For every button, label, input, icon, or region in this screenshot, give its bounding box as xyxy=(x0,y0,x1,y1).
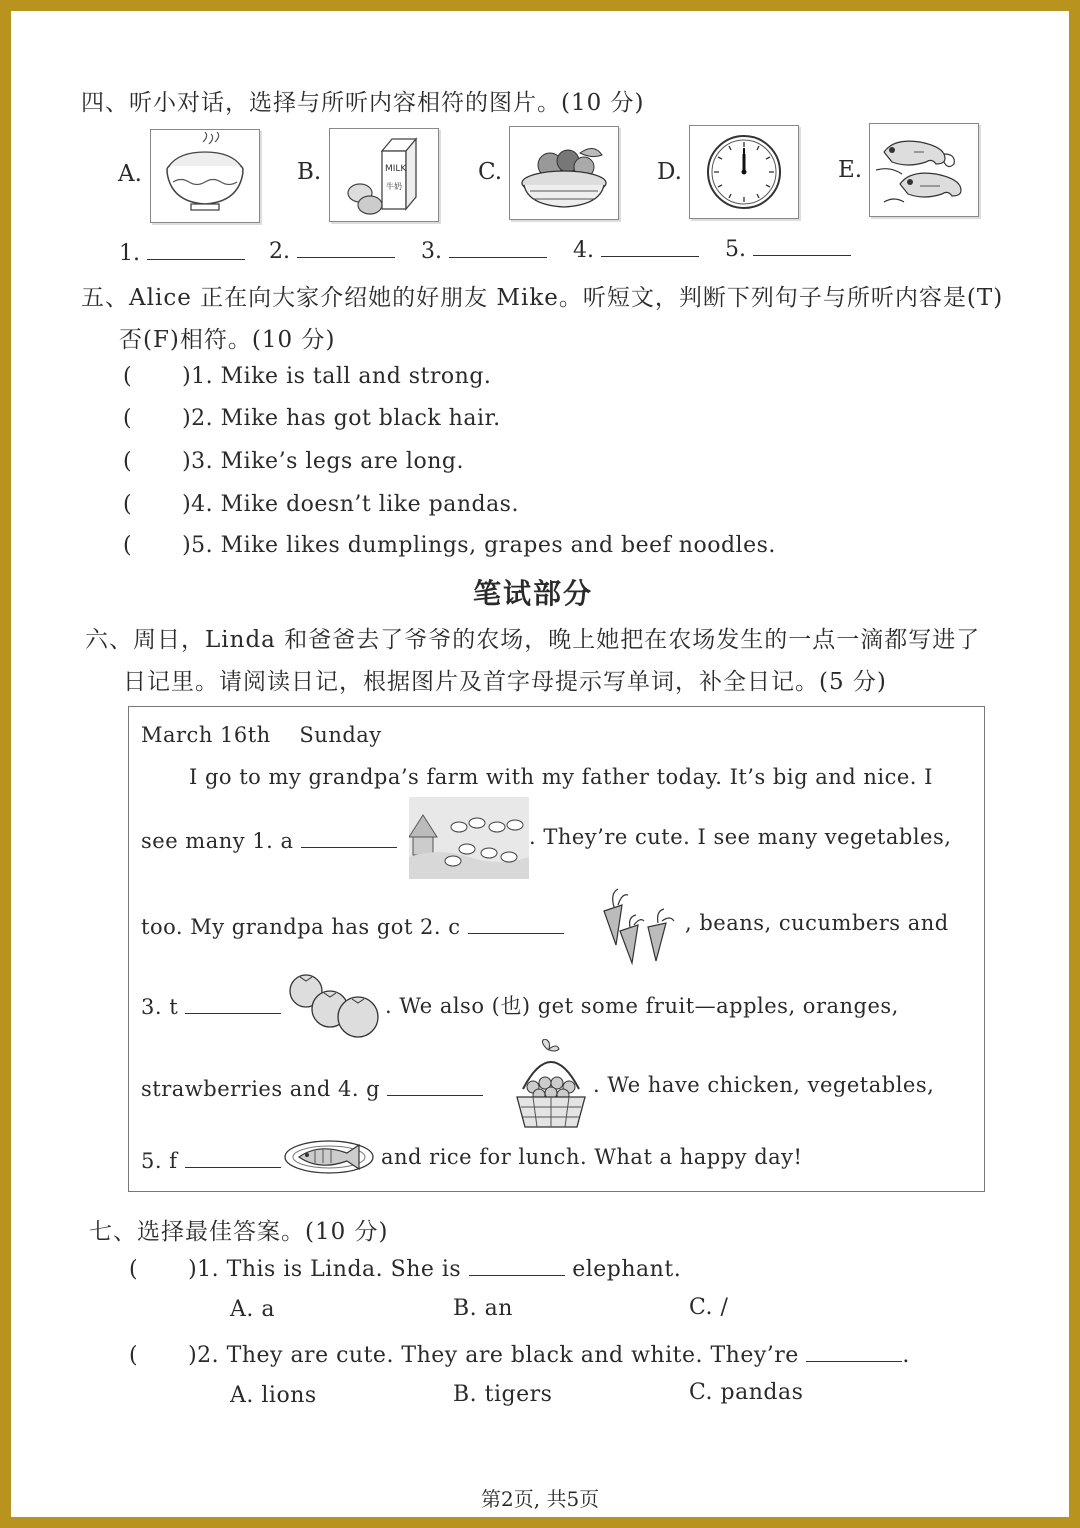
tf-item-4 xyxy=(123,492,519,517)
tf-text-5: )5. Mike likes dumplings, grapes and beef noodles. xyxy=(182,533,776,558)
q2-option-a[interactable]: A. lions xyxy=(230,1383,317,1408)
answer-3 xyxy=(421,237,547,264)
tf-item-1 xyxy=(123,364,491,389)
tf-text-4: )4. Mike doesn’t like pandas. xyxy=(182,492,519,517)
diary-line2-pre-text: see many 1. a xyxy=(141,829,294,853)
clock-icon xyxy=(689,125,799,219)
question-1 xyxy=(129,1255,681,1282)
blank-1[interactable] xyxy=(301,827,397,848)
q2-option-b[interactable]: B. tigers xyxy=(453,1382,553,1407)
q2-stem-post: . xyxy=(902,1343,910,1368)
tf-paren: ( xyxy=(123,492,133,517)
diary-line3-post: , beans, cucumbers and xyxy=(685,911,949,935)
answer-4 xyxy=(573,236,699,263)
section4-title: 四、听小对话，选择与所听内容相符的图片。(10 分) xyxy=(81,90,645,116)
q1-option-a[interactable]: A. a xyxy=(230,1297,275,1322)
section5-title-line1: 五、Alice 正在向大家介绍她的好朋友 Mike。听短文，判断下列句子与所听内容是(T) xyxy=(81,285,1004,311)
diary-line5-pre-text: strawberries and 4. g xyxy=(141,1077,381,1101)
diary-line4-post: . We also (也) get some fruit—apples, oranges, xyxy=(385,994,899,1018)
milk-eggs-icon xyxy=(329,128,439,222)
section6-title-line2: 日记里。请阅读日记，根据图片及首字母提示写单词，补全日记。(5 分) xyxy=(123,669,887,695)
tf-text-1: )1. Mike is tall and strong. xyxy=(182,364,492,389)
option-d-label: D. xyxy=(657,159,682,185)
diary-line4-pre-text: 3. t xyxy=(141,995,179,1019)
diary-line5-post: . We have chicken, vegetables, xyxy=(593,1073,935,1097)
q2-option-c[interactable]: C. pandas xyxy=(689,1380,804,1405)
blank-2[interactable] xyxy=(468,913,564,934)
carrots-icon xyxy=(594,887,686,967)
diary-line3-pre xyxy=(141,913,564,939)
diary-line3-pre-text: too. My grandpa has got 2. c xyxy=(141,915,461,939)
diary-line5-pre xyxy=(141,1075,483,1101)
diary-line2-post: . They’re cute. I see many vegetables, xyxy=(529,825,952,849)
option-c-label: C. xyxy=(478,159,503,185)
diary-box xyxy=(128,706,985,1192)
tomatoes-icon xyxy=(284,967,384,1043)
tf-item-5 xyxy=(123,533,776,558)
page-footer: 第2页, 共5页 xyxy=(481,1487,600,1511)
diary-line6-post: and rice for lunch. What a happy day! xyxy=(381,1145,803,1169)
section6-title-line1: 六、周日，Linda 和爸爸去了爷爷的农场，晚上她把在农场发生的一点一滴都写进了 xyxy=(85,627,981,653)
answer-3-blank[interactable] xyxy=(449,237,547,258)
option-e-label: E. xyxy=(838,157,863,183)
farm-animals-icon xyxy=(409,797,529,879)
section7-title: 七、选择最佳答案。(10 分) xyxy=(89,1219,389,1245)
answer-1 xyxy=(119,239,245,266)
option-b-label: B. xyxy=(297,159,322,185)
blank-4[interactable] xyxy=(387,1075,483,1096)
rice-bowl-icon xyxy=(150,129,260,223)
tf-item-2 xyxy=(123,406,501,431)
exam-page xyxy=(11,11,1069,1517)
diary-line6-pre-text: 5. f xyxy=(141,1149,178,1173)
option-a-label: A. xyxy=(118,161,142,187)
answer-2-label: 2. xyxy=(269,239,290,264)
diary-line6-pre xyxy=(141,1147,281,1173)
answer-5-label: 5. xyxy=(725,237,746,262)
tf-paren: ( xyxy=(123,406,133,431)
answer-1-label: 1. xyxy=(119,241,140,266)
tf-text-3: )3. Mike’s legs are long. xyxy=(182,449,464,474)
diary-date: March 16th Sunday xyxy=(141,723,382,747)
q1-stem-post: elephant. xyxy=(572,1257,682,1282)
tf-text-2: )2. Mike has got black hair. xyxy=(182,406,501,431)
diary-line4-pre xyxy=(141,993,281,1019)
q1-option-c[interactable]: C. / xyxy=(689,1295,729,1320)
q2-paren: ( xyxy=(129,1343,139,1368)
chameleon-icon xyxy=(869,123,979,217)
written-part-title: 笔试部分 xyxy=(473,577,594,610)
answer-2 xyxy=(269,237,395,264)
tf-item-3 xyxy=(123,449,464,474)
q1-blank[interactable] xyxy=(469,1255,565,1276)
answer-2-blank[interactable] xyxy=(297,237,395,258)
milk-cn-label: 牛奶 xyxy=(386,182,402,191)
q1-stem-pre: )1. This is Linda. She is xyxy=(188,1257,462,1282)
tf-paren: ( xyxy=(123,533,133,558)
tf-paren: ( xyxy=(123,449,133,474)
answer-5 xyxy=(725,235,851,262)
tf-paren: ( xyxy=(123,364,133,389)
q1-paren: ( xyxy=(129,1257,139,1282)
answer-3-label: 3. xyxy=(421,239,442,264)
fish-plate-icon xyxy=(279,1135,375,1179)
answer-4-blank[interactable] xyxy=(601,236,699,257)
answer-4-label: 4. xyxy=(573,238,594,263)
blank-5[interactable] xyxy=(185,1147,281,1168)
q2-blank[interactable] xyxy=(806,1341,902,1362)
question-2 xyxy=(129,1341,910,1368)
q2-stem-pre: )2. They are cute. They are black and white. They’re xyxy=(188,1343,799,1368)
answer-5-blank[interactable] xyxy=(753,235,851,256)
answer-1-blank[interactable] xyxy=(147,239,245,260)
milk-label: MILK xyxy=(385,164,407,174)
section5-title-line2: 否(F)相符。(10 分) xyxy=(119,327,336,353)
grapes-basket-icon xyxy=(509,1039,593,1133)
diary-line2-pre xyxy=(141,827,397,853)
vegetable-basket-icon xyxy=(509,126,619,220)
blank-3[interactable] xyxy=(185,993,281,1014)
diary-line1: I go to my grandpa’s farm with my father today. It’s big and nice. I xyxy=(189,765,933,789)
q1-option-b[interactable]: B. an xyxy=(453,1296,513,1321)
